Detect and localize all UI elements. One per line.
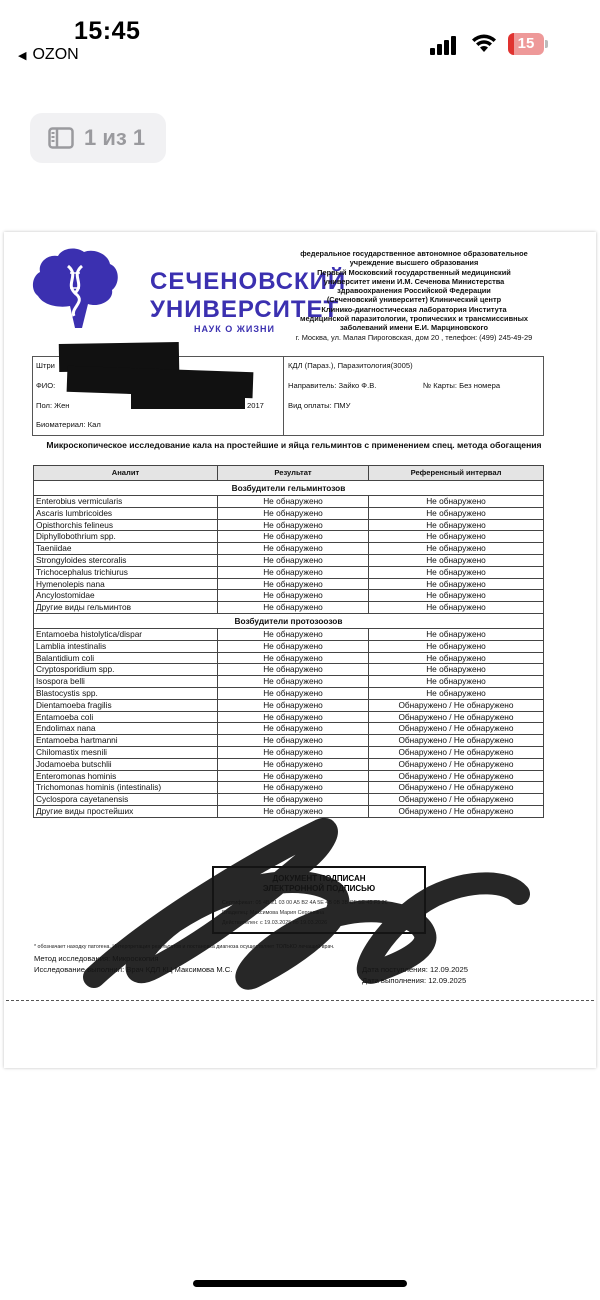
analyte-cell: Taeniidae xyxy=(34,543,218,555)
reference-cell: Обнаружено / Не обнаружено xyxy=(369,699,544,711)
biomaterial: Биоматериал: Кал xyxy=(36,420,101,429)
analyte-cell: Entamoeba hartmanni xyxy=(34,735,218,747)
institution-address: г. Москва, ул. Малая Пироговская, дом 20 , телефон: (499) 245-49-29 xyxy=(295,332,533,342)
battery-level: 15 xyxy=(517,35,535,52)
analyte-cell: Ascaris lumbricoides xyxy=(34,507,218,519)
result-cell: Не обнаружено xyxy=(218,723,369,735)
table-row xyxy=(34,805,544,817)
table-row xyxy=(34,507,544,519)
table-row xyxy=(34,652,544,664)
date-completed: Дата выполнения: 12.09.2025 xyxy=(362,976,467,985)
patient-sex: Пол: Жен xyxy=(36,401,70,410)
institution-line: заболеваний имени Е.И. Марциновского xyxy=(339,323,489,333)
stamp-line1: ДОКУМЕНТ ПОДПИСАН xyxy=(272,874,366,883)
result-cell: Не обнаружено xyxy=(218,602,369,614)
reference-cell: Не обнаружено xyxy=(369,652,544,664)
result-cell: Не обнаружено xyxy=(218,640,369,652)
institution-line: здравоохранения Российской Федерации xyxy=(337,286,491,296)
table-row xyxy=(34,496,544,508)
reference-cell: Не обнаружено xyxy=(369,687,544,699)
stamp-owner: Владелец: Максимова Мария Сергеевна xyxy=(222,910,325,916)
reference-cell: Не обнаружено xyxy=(369,602,544,614)
result-cell: Не обнаружено xyxy=(218,590,369,602)
result-cell: Не обнаружено xyxy=(218,507,369,519)
battery-icon xyxy=(508,33,548,55)
table-row xyxy=(34,519,544,531)
wifi-icon xyxy=(470,32,498,54)
status-bar xyxy=(0,0,600,72)
result-cell: Не обнаружено xyxy=(218,652,369,664)
analyte-cell: Trichomonas hominis (intestinalis) xyxy=(34,782,218,794)
reference-cell: Обнаружено / Не обнаружено xyxy=(369,758,544,770)
table-row xyxy=(34,782,544,794)
result-cell: Не обнаружено xyxy=(218,519,369,531)
result-cell: Не обнаружено xyxy=(218,746,369,758)
table-row xyxy=(34,578,544,590)
institution-line: Первый Московский государственный медицинский xyxy=(317,267,511,277)
method-line: Метод исследования: Микроскопия xyxy=(34,954,159,963)
results-table xyxy=(33,465,544,818)
table-row xyxy=(34,794,544,806)
reference-cell: Обнаружено / Не обнаружено xyxy=(369,782,544,794)
table-row xyxy=(34,640,544,652)
lab-department: КДЛ (Параз.), Паразитология(3005) xyxy=(288,361,413,370)
reference-cell: Обнаружено / Не обнаружено xyxy=(369,794,544,806)
result-cell: Не обнаружено xyxy=(218,554,369,566)
footnote: * обозначает находку патогена. Интерпретация результатов и постановка диагноза осуществляет ТОЛЬКО лечащий врач. xyxy=(34,944,335,950)
birth-year: 2017 xyxy=(247,401,264,410)
result-cell: Не обнаружено xyxy=(218,578,369,590)
reference-cell: Не обнаружено xyxy=(369,676,544,688)
stamp-validity: Действителен: с 19.03.2025 по 19.03.2026 xyxy=(222,920,328,926)
logo-tagline: НАУК О ЖИЗНИ xyxy=(194,324,275,334)
table-row xyxy=(34,687,544,699)
back-app-label: OZON xyxy=(32,46,79,63)
reference-cell: Не обнаружено xyxy=(369,664,544,676)
patient-name-label: ФИО: xyxy=(36,381,56,390)
analyte-cell: Hymenolepis nana xyxy=(34,578,218,590)
referrer: Направитель: Зайко Ф.В. xyxy=(288,381,377,390)
home-indicator[interactable] xyxy=(193,1280,407,1287)
table-row xyxy=(34,664,544,676)
table-row xyxy=(34,602,544,614)
reference-cell: Не обнаружено xyxy=(369,628,544,640)
analyte-cell: Jodamoeba butschlii xyxy=(34,758,218,770)
reference-cell: Не обнаружено xyxy=(369,496,544,508)
card-number: № Карты: Без номера xyxy=(423,381,501,390)
reference-cell: Не обнаружено xyxy=(369,640,544,652)
performer-line: Исследование выполнил: Врач КДЛ КЦ Максимова М.С. xyxy=(34,965,233,974)
document-page xyxy=(4,232,596,1068)
result-cell: Не обнаружено xyxy=(218,543,369,555)
column-header-result: Результат xyxy=(218,466,369,481)
analyte-cell: Balantidium coli xyxy=(34,652,218,664)
section-row-protozoa xyxy=(34,613,544,628)
cellular-signal-icon xyxy=(430,35,460,55)
payment-type: Вид оплаты: ПМУ xyxy=(288,401,351,410)
table-row xyxy=(34,566,544,578)
reference-cell: Не обнаружено xyxy=(369,590,544,602)
institution-header xyxy=(286,249,542,342)
analyte-cell: Trichocephalus trichiurus xyxy=(34,566,218,578)
stamp-line2: ЭЛЕКТРОННОЙ ПОДПИСЬЮ xyxy=(262,884,376,893)
analyte-cell: Chilomastix mesnili xyxy=(34,746,218,758)
analyte-cell: Enteromonas hominis xyxy=(34,770,218,782)
table-row xyxy=(34,770,544,782)
table-row xyxy=(34,699,544,711)
institution-line: (Сеченовский университет) Клинический центр xyxy=(326,295,502,305)
analyte-cell: Lamblia intestinalis xyxy=(34,640,218,652)
result-cell: Не обнаружено xyxy=(218,628,369,640)
analyte-cell: Strongyloides stercoralis xyxy=(34,554,218,566)
section-title: Возбудители протозоозов xyxy=(34,613,544,628)
document-title: Микроскопическое исследование кала на простейшие и яйца гельминтов с применением спец. метода обогащения xyxy=(46,440,542,450)
cut-line xyxy=(6,1000,594,1001)
university-logo xyxy=(30,246,347,336)
section-row-helminths xyxy=(34,481,544,496)
result-cell: Не обнаружено xyxy=(218,664,369,676)
analyte-cell: Diphyllobothrium spp. xyxy=(34,531,218,543)
institution-line: федеральное государственное автономное образовательное xyxy=(300,249,528,258)
logo-line1: СЕЧЕНОВСКИЙ xyxy=(150,268,347,295)
column-header-reference: Референсный интервал xyxy=(369,466,544,481)
result-cell: Не обнаружено xyxy=(218,758,369,770)
result-cell: Не обнаружено xyxy=(218,794,369,806)
column-header-analyte: Аналит xyxy=(34,466,218,481)
section-title: Возбудители гельминтозов xyxy=(34,481,544,496)
result-cell: Не обнаружено xyxy=(218,531,369,543)
redaction-mark xyxy=(131,387,245,409)
tree-logo-icon xyxy=(30,246,120,330)
date-received: Дата поступления: 12.09.2025 xyxy=(362,965,468,974)
table-row xyxy=(34,676,544,688)
barcode-label: Штри xyxy=(36,361,55,370)
institution-line: университет имени И.М. Сеченова Министерства xyxy=(323,276,505,286)
result-cell: Не обнаружено xyxy=(218,711,369,723)
analyte-cell: Isospora belli xyxy=(34,676,218,688)
reference-cell: Не обнаружено xyxy=(369,578,544,590)
result-cell: Не обнаружено xyxy=(218,735,369,747)
reference-cell: Не обнаружено xyxy=(369,507,544,519)
analyte-cell: Dientamoeba fragilis xyxy=(34,699,218,711)
table-row xyxy=(34,711,544,723)
analyte-cell: Другие виды гельминтов xyxy=(34,602,218,614)
sidebar-icon xyxy=(48,127,74,149)
patient-info-box xyxy=(32,356,544,436)
page-indicator[interactable] xyxy=(30,113,166,163)
table-row xyxy=(34,758,544,770)
back-to-app-button[interactable] xyxy=(18,46,79,64)
result-cell: Не обнаружено xyxy=(218,805,369,817)
result-cell: Не обнаружено xyxy=(218,699,369,711)
analyte-cell: Blastocystis spp. xyxy=(34,687,218,699)
reference-cell: Не обнаружено xyxy=(369,554,544,566)
electronic-signature-stamp xyxy=(212,866,426,934)
analyte-cell: Endolimax nana xyxy=(34,723,218,735)
reference-cell: Обнаружено / Не обнаружено xyxy=(369,723,544,735)
table-row xyxy=(34,735,544,747)
table-row xyxy=(34,746,544,758)
result-cell: Не обнаружено xyxy=(218,676,369,688)
table-row xyxy=(34,554,544,566)
logo-line2: УНИВЕРСИТЕТ xyxy=(150,296,340,323)
result-cell: Не обнаружено xyxy=(218,782,369,794)
back-arrow-icon: ◀ xyxy=(18,49,27,62)
analyte-cell: Cyclospora cayetanensis xyxy=(34,794,218,806)
clock: 15:45 xyxy=(74,17,141,45)
table-row xyxy=(34,531,544,543)
analyte-cell: Entamoeba coli xyxy=(34,711,218,723)
analyte-cell: Другие виды простейших xyxy=(34,805,218,817)
reference-cell: Обнаружено / Не обнаружено xyxy=(369,711,544,723)
result-cell: Не обнаружено xyxy=(218,687,369,699)
reference-cell: Обнаружено / Не обнаружено xyxy=(369,770,544,782)
reference-cell: Не обнаружено xyxy=(369,566,544,578)
table-row xyxy=(34,723,544,735)
analyte-cell: Entamoeba histolytica/dispar xyxy=(34,628,218,640)
table-row xyxy=(34,628,544,640)
reference-cell: Обнаружено / Не обнаружено xyxy=(369,805,544,817)
table-header-row xyxy=(34,466,544,481)
table-row xyxy=(34,590,544,602)
analyte-cell: Cryptosporidium spp. xyxy=(34,664,218,676)
result-cell: Не обнаружено xyxy=(218,566,369,578)
result-cell: Не обнаружено xyxy=(218,496,369,508)
reference-cell: Не обнаружено xyxy=(369,519,544,531)
result-cell: Не обнаружено xyxy=(218,770,369,782)
table-row xyxy=(34,543,544,555)
analyte-cell: Ancylostomidae xyxy=(34,590,218,602)
page-indicator-label: 1 из 1 xyxy=(84,125,146,150)
institution-line: учреждение высшего образования xyxy=(349,258,479,268)
reference-cell: Не обнаружено xyxy=(369,531,544,543)
stamp-certificate: Сертификат: 05 4B 21 03 00 A5 B2 4A 5E 4B 0B 3B CF 5E 45 F5 26 xyxy=(222,900,388,906)
reference-cell: Обнаружено / Не обнаружено xyxy=(369,735,544,747)
reference-cell: Обнаружено / Не обнаружено xyxy=(369,746,544,758)
reference-cell: Не обнаружено xyxy=(369,543,544,555)
analyte-cell: Enterobius vermicularis xyxy=(34,496,218,508)
analyte-cell: Opisthorchis felineus xyxy=(34,519,218,531)
institution-line: медицинской паразитологии, тропических и трансмиссивных xyxy=(299,314,529,324)
institution-line: Клинико-диагностическая лаборатория Института xyxy=(321,304,507,314)
